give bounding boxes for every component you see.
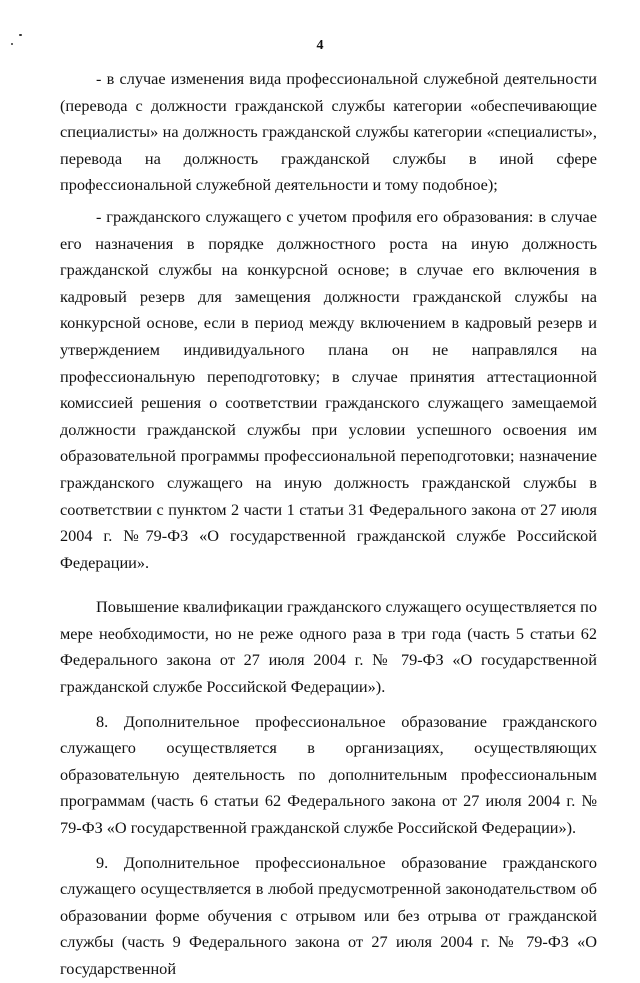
paragraph: - в случае изменения вида профессиональной служебной деятельности (перевода с должности гражданской службы категории «обеспечивающие специалисты» на должность гражданской службы категории «специалисты», перевода на должность гражданской службы в иной сфере профессиональной служебной деятельности и тому подобное); — [60, 69, 597, 195]
paragraph: 9. Дополнительное профессиональное образование гражданского служащего осуществляется в любой предусмотренной законодательством об образовании форме обучения с отрывом или без отрыва от гражданской службы (часть 9 Федерального закона от 27 июля 2004 г. № 79-ФЗ «О государственной — [60, 852, 597, 978]
page-number: 4 — [316, 38, 324, 53]
paragraph: 8. Дополнительное профессиональное образование гражданского служащего осуществляется в организациях, осуществляющих образовательную деятельность по дополнительным профессиональным программам (часть 6 статьи 62 Федерального закона от 27 июля 2004 г. № 79-ФЗ «О государственной гражданской службе Российской Федерации»). — [60, 711, 597, 838]
paragraph: - гражданского служащего с учетом профиля его образования: в случае его назначения в порядке должностного роста на иную должность гражданской службы на конкурсной основе; в случае его включения в кадровый резерв для замещения должности гражданской службы на конкурсной основе, если в период между включением в кадровый резерв и утверждением индивидуального плана он не направлялся на профессиональную переподготовку; в случае принятия аттестационной комиссией решения о соответствии гражданского служащего замещаемой должности гражданской службы при условии успешного освоения им образовательной программы профессиональной переподготовки; назначение гражданского служащего на иную должность гражданской службы в соответствии с пунктом 2 части 1 статьи 31 Федерального закона от 27 июля 2004 г. №79-ФЗ «О государственной гражданской службе Российской Федерации». — [60, 206, 597, 572]
paragraph: Повышение квалификации гражданского служащего осуществляется по мере необходимости, но не реже одного раза в три года (часть 5 статьи 62 Федерального закона от 27 июля 2004 г. № 79-ФЗ «О государственной гражданской службе Российской Федерации»). — [60, 597, 597, 697]
document-body — [60, 66, 597, 983]
scan-mark — [19, 34, 22, 36]
